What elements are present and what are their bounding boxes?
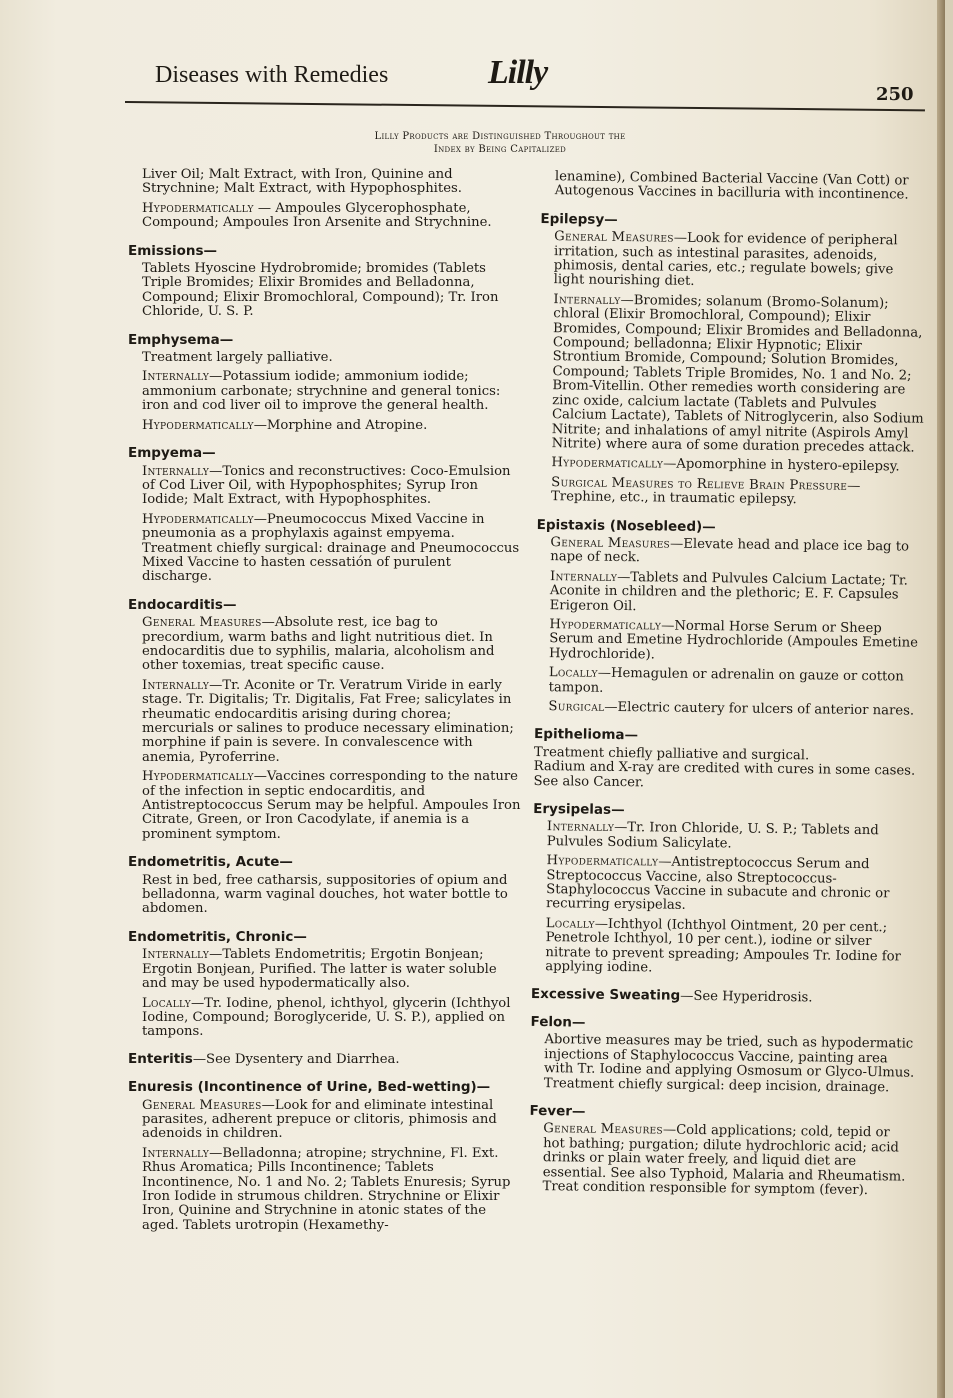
heading-endometritis-chronic: Endometritis, Chronic— <box>128 928 307 945</box>
emissions-text: Tablets Hyoscine Hydrobromide; bromides (Tablets Triple Bromides; Elixir Bromides and Belladonna, Compound; Elixir Bromochloral, Compound); Tr. Iron Chloride, U. S. P. <box>142 261 499 320</box>
heading-excessive-sweating: Excessive Sweating <box>530 985 681 1004</box>
label: General Measures <box>550 535 671 552</box>
label: Hypodermatically <box>546 853 659 870</box>
notice-line-2: Index by Being Capitalized <box>433 144 567 155</box>
epilepsy-surgical <box>537 476 923 510</box>
heading-enteritis: Enteritis <box>128 1050 193 1067</box>
label: Hypodermatically <box>549 617 662 634</box>
endocarditis-internally <box>128 679 522 765</box>
empyema-internally <box>128 465 522 508</box>
text: —Trephine, etc., in traumatic epilepsy. <box>550 478 861 508</box>
text: —Electric cautery for ulcers of anterior nares. <box>604 699 915 719</box>
text: —Ichthyol (Ichthyol Ointment, 20 per cent.; Penetrole Ichthyol, 10 per cent.), iodine or silver nitrate to prevent spreading; Ampoules Tr. Iodine for applying iodine. <box>545 916 901 976</box>
text: — Ampoules Glycerophosphate, Compound; Ampoules Iron Arsenite and Strychnine. <box>142 200 492 231</box>
epistaxis-surgical <box>534 700 920 719</box>
text: —Look for evidence of peripheral irritation, such as intestinal parasites, adenoids, phimosis, dental caries, etc.; regulate bowels; give light nourishing diet. <box>553 230 898 290</box>
erysipelas-locally <box>531 917 918 979</box>
notice-line-1: Lilly Products are Distinguished Throughout the <box>374 131 626 142</box>
endocarditis-hypodermatically <box>128 770 522 842</box>
page-number: 250 <box>876 84 914 105</box>
text: —Belladonna; atropine; strychnine, Fl. Ext. Rhus Aromatica; Pills Incontinence; Tablets Incontinence, No. 1 and No. 2; Tablets Enuresis; Syrup Iron Iodide in strumous children. Strychnine or Elixir Iron, Quinine and Strychnine in atonic states of the aged. Tablets urotropin (Hexamethy- <box>142 1145 511 1233</box>
text: —Absolute rest, ice bag to precordium, warm baths and light nutritious diet. In endocarditis due to syphilis, malaria, alcoholism and other toxemias, treat specific cause. <box>142 615 495 674</box>
label: Internally <box>142 947 210 963</box>
text: —Hemagulen or adrenalin on gauze or cotton tampon. <box>548 665 904 696</box>
heading-epistaxis: Epistaxis (Nosebleed)— <box>536 516 716 535</box>
enuresis-internally <box>128 1147 522 1233</box>
book-spine <box>937 0 945 1398</box>
label: Hypodermatically <box>142 769 254 785</box>
label: Internally <box>142 1145 210 1161</box>
text: —Look for and eliminate intestinal parasites, adherent prepuce or clitoris, phimosis and adenoids in children. <box>142 1097 497 1142</box>
label: Locally <box>548 665 598 681</box>
heading-empyema: Empyema— <box>128 445 216 462</box>
text: —Tr. Iodine, phenol, ichthyol, glycerin (Ichthyol Iodine, Compound; Boroglyceride, U. S. P.), applied on tampons. <box>142 995 511 1040</box>
label: Internally <box>142 369 210 385</box>
right-column <box>528 170 927 1204</box>
fever-general <box>528 1122 915 1199</box>
endometritis-chronic-locally <box>128 997 522 1040</box>
text: —Apomorphine in hystero-epilepsy. <box>663 456 900 475</box>
label: Hypodermatically <box>551 455 664 472</box>
erysipelas-internally <box>533 820 919 854</box>
header-rule <box>125 101 925 111</box>
heading-emphysema: Emphysema— <box>128 331 234 348</box>
excessive-sweating-text: —See Hyperidrosis. <box>680 988 813 1005</box>
felon-text: Abortive measures may be tried, such as hypodermatic injections of Staphylococcus Vaccine, painting area with Tr. Iodine and applying Osmosum or Glyco-Ulmus. Treatment chiefly surgical: deep incision, drainage. <box>543 1032 915 1095</box>
endocarditis-general <box>128 616 522 674</box>
label: Internally <box>546 819 615 836</box>
epistaxis-internally <box>536 570 922 618</box>
emphysema-hypodermatically <box>128 419 522 433</box>
label: General Measures <box>554 229 674 246</box>
lilly-logo: Lilly <box>488 54 548 91</box>
label: Hypodermatically <box>142 511 254 527</box>
label: Internally <box>142 463 210 479</box>
text: —Tablets and Pulvules Calcium Lactate; Tr. Aconite in children and the plethoric; E. F. Capsules Erigeron Oil. <box>549 569 909 614</box>
endometritis-chronic-internally <box>128 948 522 991</box>
label: Surgical <box>548 699 605 715</box>
text: —Potassium iodide; ammonium iodide; ammonium carbonate; strychnine and general tonics: iron and cod liver oil to improve the general health. <box>142 369 501 414</box>
heading-emissions: Emissions— <box>128 242 218 259</box>
heading-epilepsy: Epilepsy— <box>540 210 618 228</box>
epilepsy-general <box>540 230 927 292</box>
enteritis-text: —See Dysentery and Diarrhea. <box>192 1051 400 1067</box>
text: —Antistreptococcus Serum and Streptococcus Vaccine, also Streptococcus-Staphylococcus Vaccine in subacute and chronic or recurring erysipelas. <box>545 854 890 914</box>
running-head-title: Diseases with Remedies <box>155 62 389 88</box>
heading-felon: Felon— <box>530 1013 586 1031</box>
label: Internally <box>142 677 210 693</box>
heading-endometritis-acute: Endometritis, Acute— <box>128 854 293 871</box>
heading-erysipelas: Erysipelas— <box>533 800 625 819</box>
label: Hypodermatically <box>142 417 254 433</box>
enuresis-general <box>128 1099 522 1142</box>
left-intro-text: Liver Oil; Malt Extract, with Iron, Quinine and Strychnine; Malt Extract, with Hypophosphites. <box>142 167 462 197</box>
epistaxis-hypodermatically <box>535 618 921 666</box>
left-intro-hypodermatic <box>128 202 522 231</box>
epilepsy-hypodermatically <box>537 456 923 475</box>
enteritis-entry <box>128 1052 522 1067</box>
excessive-sweating-entry <box>531 986 917 1006</box>
heading-fever: Fever— <box>529 1102 586 1120</box>
text: —Tablets Endometritis; Ergotin Bonjean; Ergotin Bonjean, Purified. The latter is water soluble and may be used hypodermatically also. <box>142 947 497 992</box>
right-intro-text: lenamine), Combined Bacterial Vaccine (Van Cott) or Autogenous Vaccines in bacilluria with incontinence. <box>554 169 909 203</box>
heading-endocarditis: Endocarditis— <box>128 596 237 613</box>
label: General Measures <box>543 1121 664 1138</box>
heading-enuresis: Enuresis (Incontinence of Urine, Bed-wetting)— <box>128 1079 491 1096</box>
label: Internally <box>553 292 621 308</box>
text: —Elevate head and place ice bag to nape of neck. <box>550 536 910 566</box>
epistaxis-general <box>536 536 922 570</box>
text: —Vaccines corresponding to the nature of the infection in septic endocarditis, and Antistreptococcus Serum may be helpful. Ampoules Iron Citrate, Green, or Iron Cacodylate, if anemia is a prominent symptom. <box>142 769 521 842</box>
text: —Cold applications; cold, tepid or hot bathing; purgation; dilute hydrochloric acid; acid drinks or plain water freely, and liquid diet are essential. See also Typhoid, Malaria and Rheumatism. Treat condition responsible for symptom (fever). <box>542 1122 906 1199</box>
epithelioma-text-2: Radium and X-ray are credited with cures in some cases. See also Cancer. <box>533 759 916 790</box>
text: —Tr. Iron Chloride, U. S. P.; Tablets and Pulvules Sodium Salicylate. <box>546 820 879 852</box>
heading-epithelioma: Epithelioma— <box>534 726 639 744</box>
text: —Bromides; solanum (Bromo-Solanum); chloral (Elixir Bromochloral, Compound); Elixir Bromides, Compound; Elixir Bromides and Belladonna, Compound; belladonna; Elixir Hypnotic; Elixir Strontium Bromide, Compound; Solution Bromides, Compound; Tablets Triple Bromides, No. 1 and No. 2; Brom-Vitellin. Other remedies worth considering are zinc oxide, calcium lactate (Tablets and Pulvules Calcium Lactate), Tablets of Nitroglycerin, also Sodium Nitrite; and inhalations of amyl nitrite (Aspirols Amyl Nitrite) where aura of some duration precedes attack. <box>551 292 924 456</box>
text: —Morphine and Atropine. <box>253 417 428 433</box>
text: —Normal Horse Serum or Sheep Serum and Emetine Hydrochloride (Ampoules Emetine Hydrochloride). <box>549 618 919 663</box>
label: Internally <box>549 568 618 585</box>
label: Hypodermatically <box>142 200 254 216</box>
epilepsy-internally <box>538 293 926 456</box>
text: —Tr. Aconite or Tr. Veratrum Viride in early stage. Tr. Digitalis; Tr. Digitalis, Fat Free; salicylates in rheumatic endocarditis arising during chorea; mercurials or salines to produce necessary elimination; morphine if pain is severe. In convalescence with anemia, Pyroferrine. <box>142 677 514 765</box>
label: Locally <box>545 915 595 932</box>
capitalization-notice <box>270 130 730 156</box>
text: —Pneumococcus Mixed Vaccine in pneumonia as a prophylaxis against empyema. Treatment chiefly surgical: drainage and Pneumococcus Mixed Vaccine to hasten cessatión of purulent discharge. <box>142 511 520 585</box>
epithelioma-text-1: Treatment chiefly palliative and surgical. <box>533 744 810 764</box>
label: General Measures <box>142 615 262 631</box>
epistaxis-locally <box>535 666 921 700</box>
label: General Measures <box>142 1097 262 1113</box>
emphysema-text-1: Treatment largely palliative. <box>142 350 333 366</box>
text: —Tonics and reconstructives: Coco-Emulsion of Cod Liver Oil, with Hypophosphites; Syrup Iron Iodide; Malt Extract, with Hypophosphites. <box>142 463 511 508</box>
erysipelas-hypodermatically <box>532 854 919 916</box>
label: Surgical Measures to Relieve Brain Pressure <box>551 474 848 494</box>
endometritis-acute-text: Rest in bed, free catharsis, suppositories of opium and belladonna, warm vaginal douches, hot water bottle to abdomen. <box>142 872 508 917</box>
emphysema-internally <box>128 370 522 413</box>
label: Locally <box>142 995 191 1011</box>
left-column <box>128 168 522 1238</box>
empyema-hypodermatically <box>128 513 522 585</box>
